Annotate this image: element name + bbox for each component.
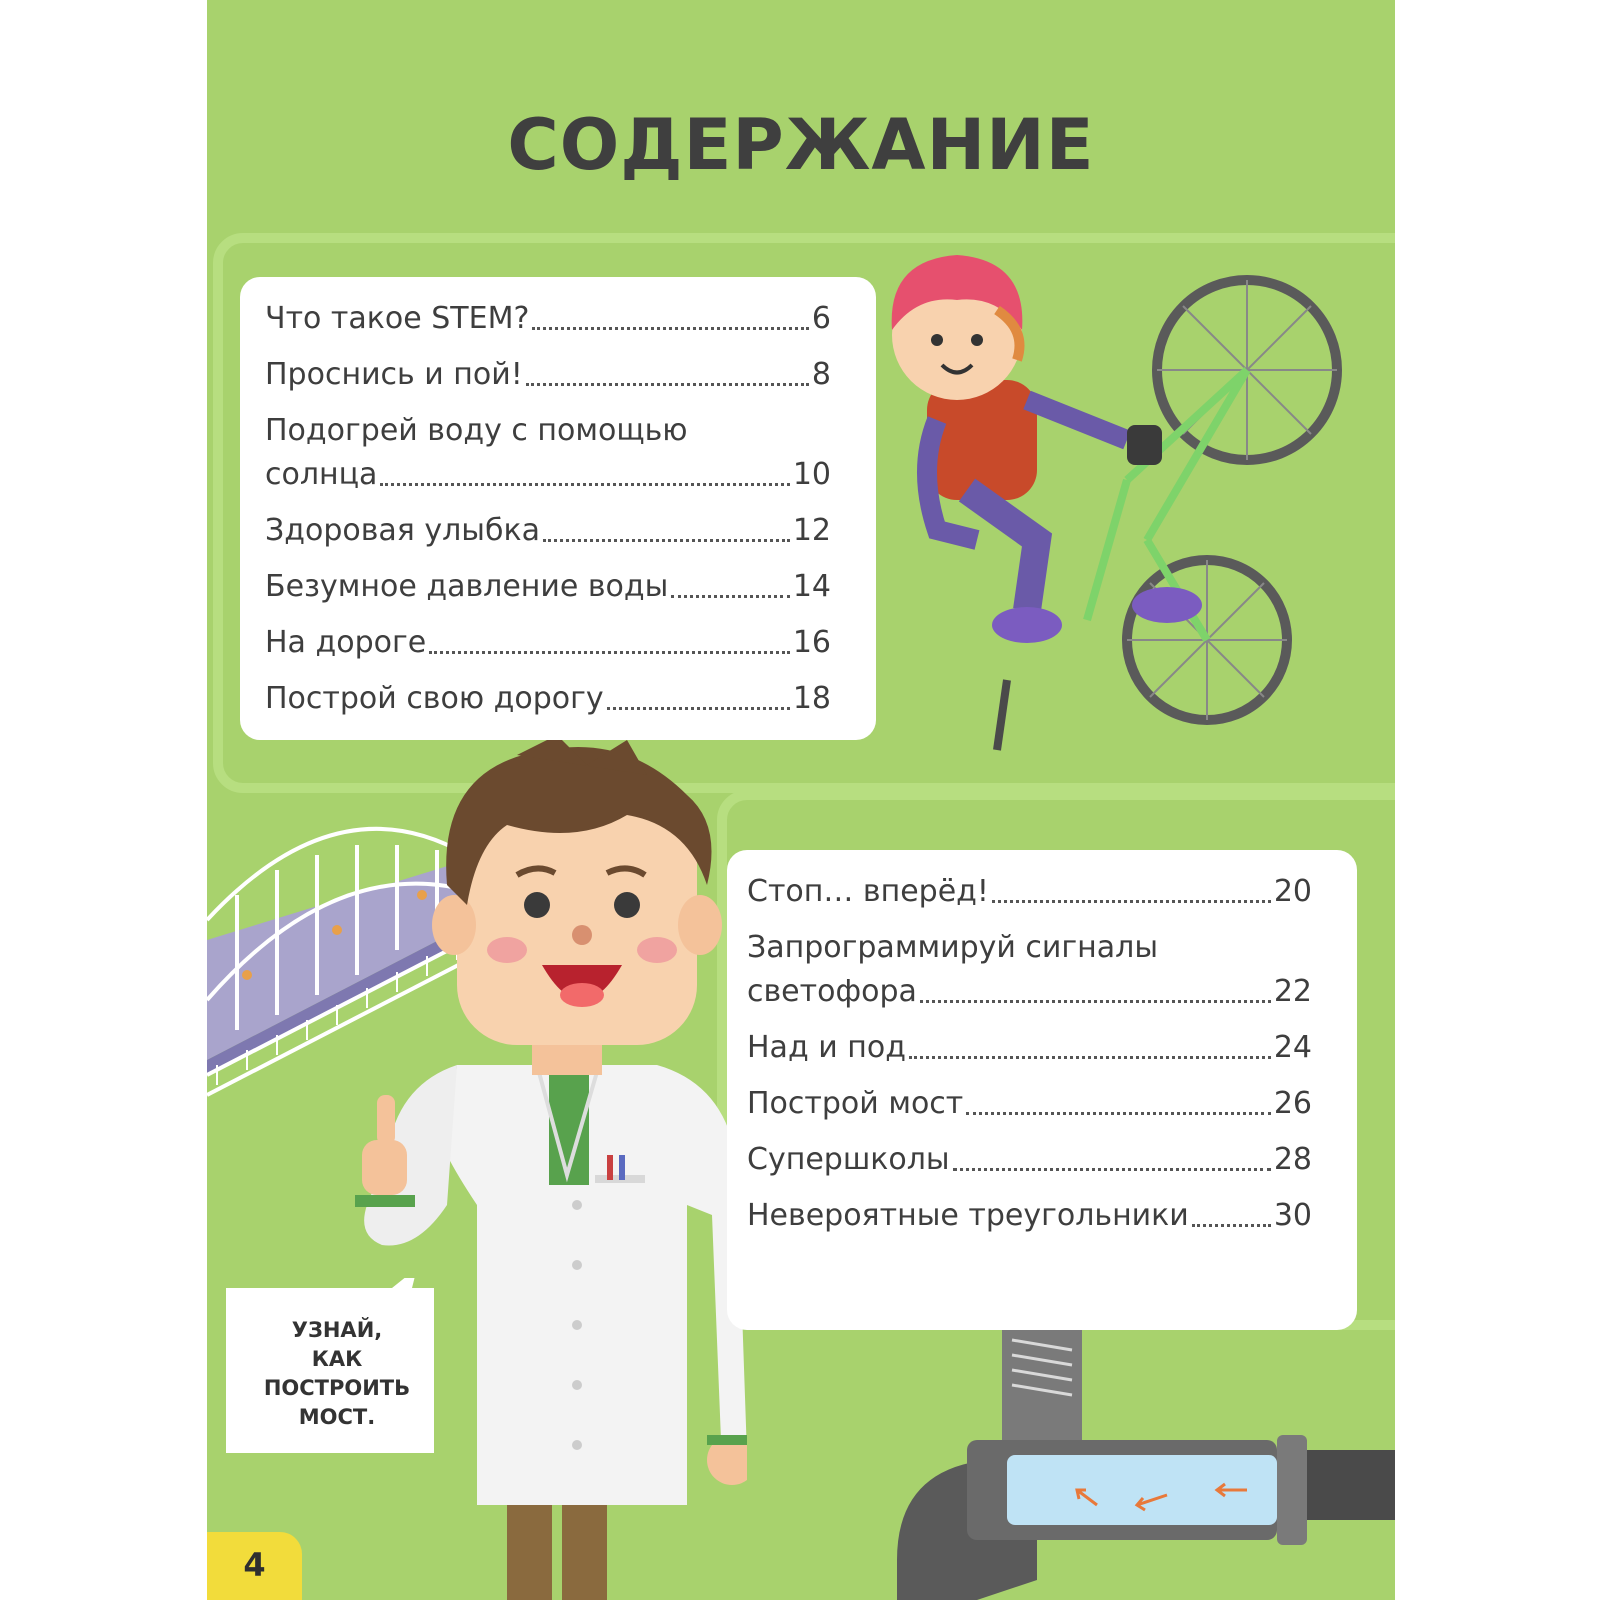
book-page bbox=[207, 0, 1395, 1600]
toc-bottom bbox=[727, 850, 1357, 1330]
toc-item[interactable] bbox=[265, 353, 831, 397]
toc-item[interactable] bbox=[265, 677, 831, 721]
toc-item-title: Невероятные треугольники bbox=[747, 1198, 1189, 1233]
toc-item[interactable] bbox=[747, 1194, 1312, 1238]
toc-dots bbox=[429, 651, 790, 654]
toc-item[interactable] bbox=[747, 926, 1312, 1014]
toc-item-title: Запрограммируй сигналы bbox=[747, 930, 1159, 965]
scientist-illustration bbox=[327, 735, 747, 1600]
page-title: СОДЕРЖАНИЕ bbox=[507, 104, 1095, 186]
toc-item-title: Что такое STEM? bbox=[265, 301, 530, 336]
cyclist-illustration bbox=[827, 240, 1387, 760]
toc-item-title: Над и под bbox=[747, 1030, 906, 1065]
toc-item[interactable] bbox=[747, 1082, 1312, 1126]
toc-item-title-cont: светофора bbox=[747, 974, 917, 1009]
toc-dots bbox=[526, 383, 809, 386]
toc-item-page: 20 bbox=[1273, 874, 1312, 909]
toc-item-page: 14 bbox=[792, 569, 831, 604]
toc-top bbox=[240, 277, 876, 740]
bubble-line: КАК bbox=[311, 1347, 363, 1371]
toc-item[interactable] bbox=[265, 565, 831, 609]
toc-dots bbox=[671, 595, 789, 598]
toc-dots bbox=[1192, 1224, 1271, 1227]
toc-item[interactable] bbox=[747, 1026, 1312, 1070]
toc-item-title: Безумное давление воды bbox=[265, 569, 669, 604]
toc-item[interactable] bbox=[265, 409, 831, 497]
toc-item-page: 28 bbox=[1273, 1142, 1312, 1177]
toc-dots bbox=[992, 900, 1271, 903]
bubble-line: МОСТ. bbox=[298, 1405, 376, 1429]
toc-item-page: 16 bbox=[792, 625, 831, 660]
toc-dots bbox=[532, 327, 809, 330]
bubble-line: ПОСТРОИТЬ bbox=[263, 1376, 411, 1400]
toc-item-page: 6 bbox=[811, 301, 831, 336]
toc-dots bbox=[909, 1056, 1271, 1059]
toc-item-title: Построй свою дорогу bbox=[265, 681, 604, 716]
speech-bubble bbox=[222, 1278, 442, 1458]
toc-dots bbox=[966, 1112, 1271, 1115]
toc-item-page: 24 bbox=[1273, 1030, 1312, 1065]
toc-item-page: 22 bbox=[1273, 974, 1312, 1009]
toc-item[interactable] bbox=[747, 1138, 1312, 1182]
speech-bubble-text bbox=[252, 1316, 422, 1432]
toc-item-page: 10 bbox=[792, 457, 831, 492]
toc-item-page: 30 bbox=[1273, 1198, 1312, 1233]
toc-item-title: Здоровая улыбка bbox=[265, 513, 540, 548]
toc-dots bbox=[920, 1000, 1271, 1003]
toc-dots bbox=[607, 707, 790, 710]
toc-item-page: 8 bbox=[811, 357, 831, 392]
toc-item-title-cont: солнца bbox=[265, 457, 378, 492]
page-number-tab bbox=[207, 1532, 302, 1600]
toc-item-title: Подогрей воду с помощью bbox=[265, 413, 688, 448]
toc-dots bbox=[543, 539, 790, 542]
bubble-line: УЗНАЙ, bbox=[291, 1318, 383, 1342]
toc-item-page: 26 bbox=[1273, 1086, 1312, 1121]
page-number: 4 bbox=[243, 1546, 266, 1584]
toc-item[interactable] bbox=[265, 621, 831, 665]
toc-item-page: 18 bbox=[792, 681, 831, 716]
toc-item-title: Построй мост bbox=[747, 1086, 964, 1121]
toc-item-title: На дороге bbox=[265, 625, 427, 660]
toc-item-title: Супершколы bbox=[747, 1142, 950, 1177]
toc-item[interactable] bbox=[265, 509, 831, 553]
toc-dots bbox=[380, 483, 789, 486]
toc-item-title: Проснись и пой! bbox=[265, 357, 523, 392]
toc-item[interactable] bbox=[747, 870, 1312, 914]
toc-item[interactable] bbox=[265, 297, 831, 341]
toc-dots bbox=[953, 1168, 1271, 1171]
toc-item-title: Стоп… вперёд! bbox=[747, 874, 989, 909]
toc-item-page: 12 bbox=[792, 513, 831, 548]
